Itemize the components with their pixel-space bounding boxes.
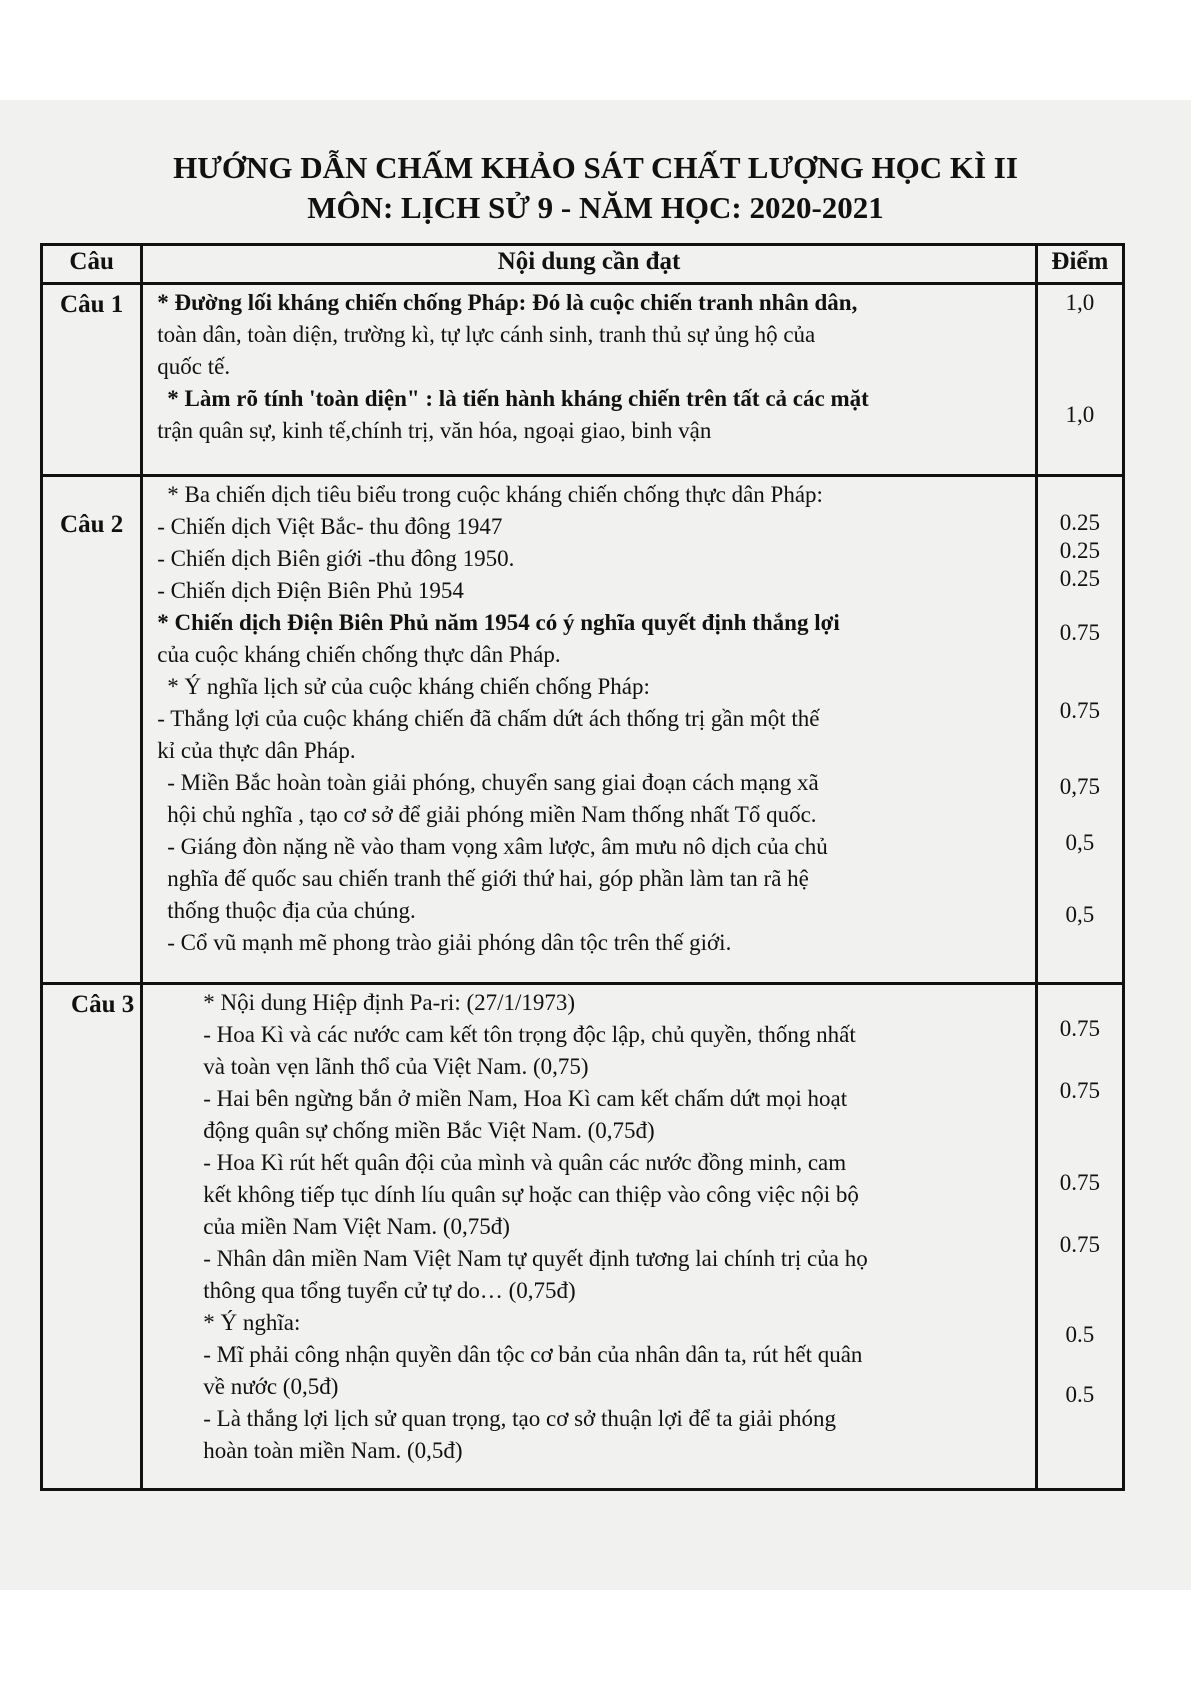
- point-value: 0.5: [1065, 1322, 1095, 1347]
- content-line: - Chiến dịch Điện Biên Phủ 1954: [157, 578, 464, 603]
- points-cell: [1036, 984, 1123, 1490]
- point-value: 0,5: [1065, 830, 1095, 855]
- document-title: HƯỚNG DẪN CHẤM KHẢO SÁT CHẤT LƯỢNG HỌC KÌ II: [173, 150, 1018, 185]
- content-line: của cuộc kháng chiến chống thực dân Pháp.: [157, 642, 561, 667]
- question-label: Câu 1: [42, 284, 142, 476]
- content-line: - Cổ vũ mạnh mẽ phong trào giải phóng dân tộc trên thế giới.: [167, 930, 732, 955]
- point-value: 0.75: [1059, 1170, 1100, 1195]
- content-line: và toàn vẹn lãnh thổ của Việt Nam. (0,75): [203, 1054, 589, 1079]
- point-value: 0.75: [1059, 1078, 1100, 1103]
- point-value: 1,0: [1065, 290, 1095, 315]
- point-value: 0.75: [1059, 1232, 1100, 1257]
- content-line: - Giáng đòn nặng nề vào tham vọng xâm lược, âm mưu nô dịch của chủ: [167, 834, 828, 859]
- content-line: * Ý nghĩa lịch sử của cuộc kháng chiến chống Pháp:: [167, 674, 650, 699]
- content-line: - Miền Bắc hoàn toàn giải phóng, chuyển sang giai đoạn cách mạng xã: [167, 770, 819, 795]
- content-line: - Hoa Kì và các nước cam kết tôn trọng độc lập, chủ quyền, thống nhất: [203, 1022, 856, 1047]
- content-line: * Ba chiến dịch tiêu biểu trong cuộc kháng chiến chống thực dân Pháp:: [167, 482, 823, 507]
- content-line: thống thuộc địa của chúng.: [167, 898, 416, 923]
- table-row: [42, 284, 1124, 476]
- content-line: - Chiến dịch Biên giới -thu đông 1950.: [157, 546, 515, 571]
- point-value: 0.5: [1065, 1382, 1095, 1407]
- point-value: 1,0: [1065, 402, 1095, 427]
- grading-table: [40, 243, 1125, 1491]
- point-value: 0,5: [1065, 902, 1095, 927]
- header-points: Điểm: [1036, 245, 1123, 284]
- content-line: * Đường lối kháng chiến chống Pháp: Đó là cuộc chiến tranh nhân dân,: [157, 290, 858, 315]
- question-label: Câu 2: [42, 476, 142, 984]
- header-question: Câu: [42, 245, 142, 284]
- content-line: nghĩa đế quốc sau chiến tranh thế giới thứ hai, góp phần làm tan rã hệ: [167, 866, 809, 891]
- content-line: - Nhân dân miền Nam Việt Nam tự quyết định tương lai chính trị của họ: [203, 1246, 868, 1271]
- point-value: 0.75: [1059, 1016, 1100, 1041]
- content-line: * Nội dung Hiệp định Pa-ri: (27/1/1973): [203, 990, 576, 1015]
- content-line: - Là thắng lợi lịch sử quan trọng, tạo cơ sở thuận lợi để ta giải phóng: [203, 1406, 837, 1431]
- content-line: - Hai bên ngừng bắn ở miền Nam, Hoa Kì cam kết chấm dứt mọi hoạt: [203, 1086, 848, 1111]
- content-line: - Mĩ phải công nhận quyền dân tộc cơ bản của nhân dân ta, rút hết quân: [203, 1342, 863, 1367]
- answer-content: [142, 284, 1036, 476]
- table-header-row: [42, 245, 1124, 284]
- content-line: * Ý nghĩa:: [203, 1310, 301, 1335]
- point-value: 0,75: [1059, 774, 1100, 799]
- content-line: - Hoa Kì rút hết quân đội của mình và quân các nước đồng minh, cam: [203, 1150, 847, 1175]
- content-line: động quân sự chống miền Bắc Việt Nam. (0,75đ): [203, 1118, 655, 1143]
- points-cell: [1036, 476, 1123, 984]
- question-label: Câu 3: [42, 984, 142, 1490]
- answer-content: [142, 984, 1036, 1490]
- content-line: kết không tiếp tục dính líu quân sự hoặc can thiệp vào công việc nội bộ: [203, 1182, 859, 1207]
- header-content: Nội dung cần đạt: [142, 245, 1036, 284]
- point-value: 0.25: [1059, 566, 1100, 591]
- point-value: 0.25: [1059, 510, 1100, 535]
- table-row: [42, 984, 1124, 1490]
- table-row: [42, 476, 1124, 984]
- content-line: của miền Nam Việt Nam. (0,75đ): [203, 1214, 510, 1239]
- point-value: 0.75: [1059, 698, 1100, 723]
- content-line: thông qua tổng tuyển cử tự do… (0,75đ): [203, 1278, 576, 1303]
- content-line: * Làm rõ tính 'toàn diện" : là tiến hành kháng chiến trên tất cả các mặt: [167, 386, 869, 411]
- content-line: về nước (0,5đ): [203, 1374, 339, 1399]
- content-line: hoàn toàn miền Nam. (0,5đ): [203, 1438, 463, 1463]
- content-line: - Thắng lợi của cuộc kháng chiến đã chấm dứt ách thống trị gần một thế: [157, 706, 820, 731]
- content-line: - Chiến dịch Việt Bắc- thu đông 1947: [157, 514, 503, 539]
- answer-content: [142, 476, 1036, 984]
- point-value: 0.25: [1059, 538, 1100, 563]
- point-value: 0.75: [1059, 620, 1100, 645]
- document-subtitle: MÔN: LỊCH SỬ 9 - NĂM HỌC: 2020-2021: [307, 190, 884, 225]
- points-cell: [1036, 284, 1123, 476]
- content-line: hội chủ nghĩa , tạo cơ sở để giải phóng miền Nam thống nhất Tổ quốc.: [167, 802, 817, 827]
- content-line: trận quân sự, kinh tế,chính trị, văn hóa, ngoại giao, binh vận: [157, 418, 712, 443]
- content-line: kỉ của thực dân Pháp.: [157, 738, 356, 763]
- content-line: * Chiến dịch Điện Biên Phủ năm 1954 có ý nghĩa quyết định thắng lợi: [157, 610, 840, 635]
- content-line: toàn dân, toàn diện, trường kì, tự lực cánh sinh, tranh thủ sự ủng hộ của: [157, 322, 816, 347]
- content-line: quốc tế.: [157, 354, 231, 379]
